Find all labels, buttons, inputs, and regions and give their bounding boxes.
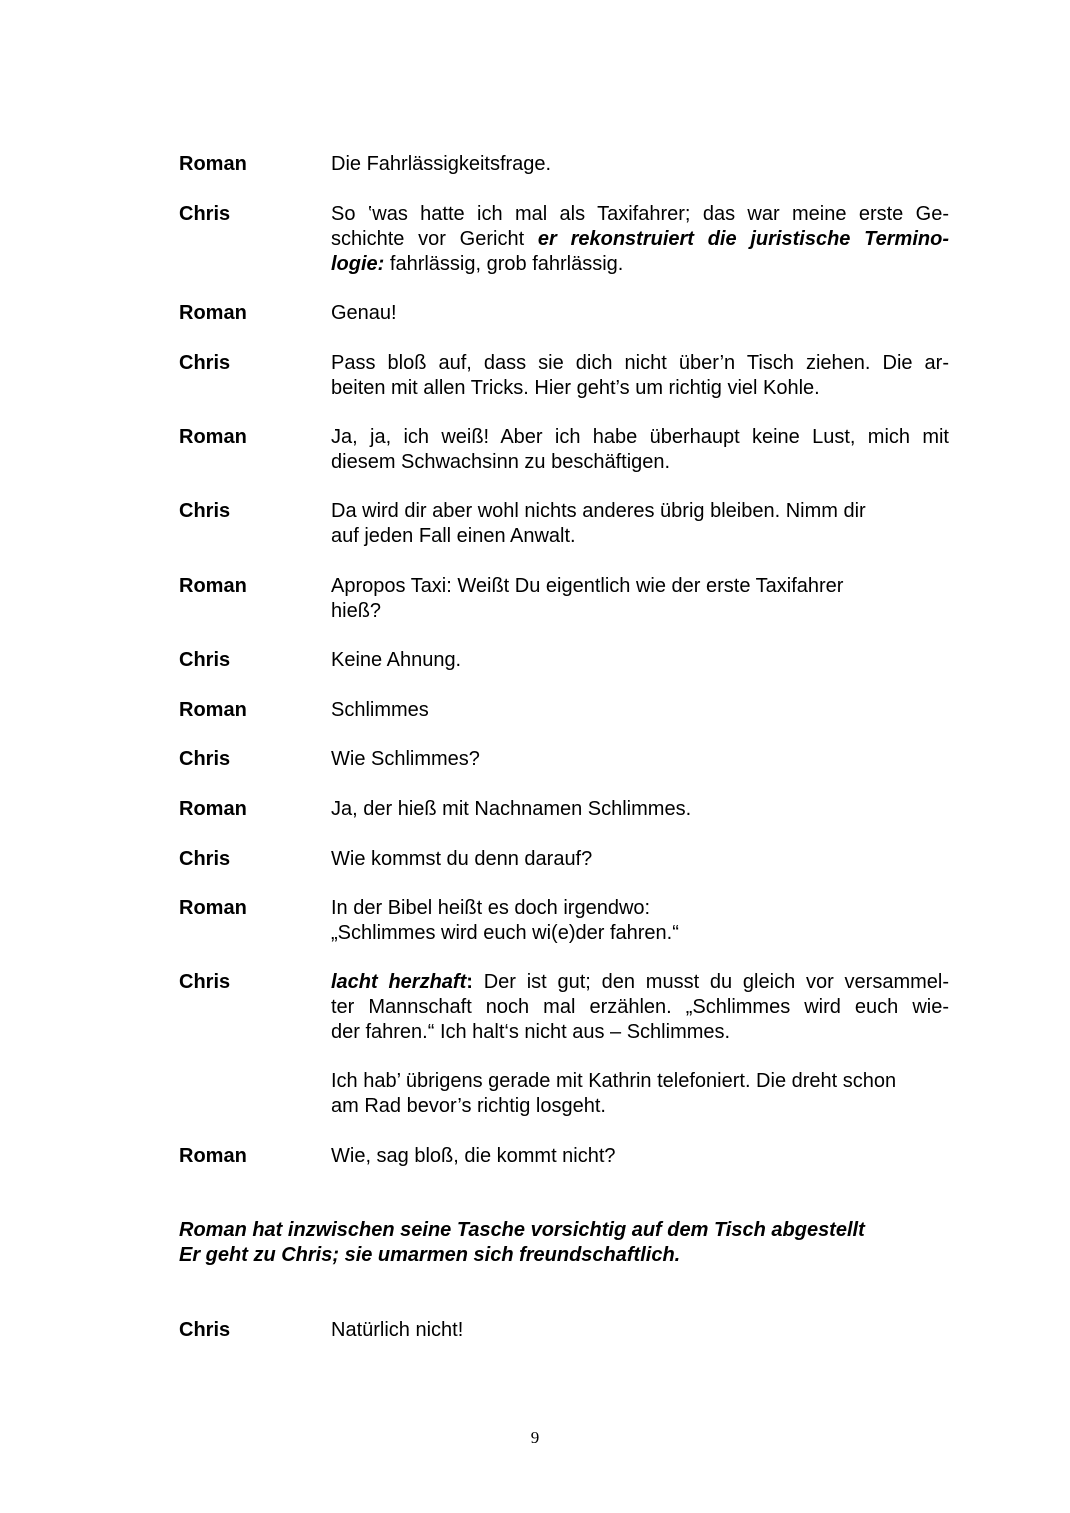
speaker-name: Roman — [179, 575, 247, 597]
stage-note: lacht herzhaft — [331, 971, 467, 993]
text-line: diesem Schwachsinn zu beschäftigen. — [331, 451, 671, 473]
text-line — [331, 970, 949, 995]
text-line: „Schlimmes wird euch wi(e)der fahren.“ — [331, 922, 679, 944]
speaker-name: Roman — [179, 897, 247, 919]
text-segment: So ‛was hatte ich mal als Taxifahrer; das war meine erste Ge- — [331, 203, 949, 225]
text-line: In der Bibel heißt es doch irgendwo: — [331, 897, 651, 919]
dialogue-text: Natürlich nicht! — [331, 1319, 464, 1341]
text-line — [331, 202, 949, 227]
dialogue-text — [331, 202, 949, 277]
speaker-name: Roman — [179, 426, 247, 448]
text-line: Pass bloß auf, dass sie dich nicht über’n Tisch ziehen. Die ar- — [331, 352, 949, 374]
speaker-name: Chris — [179, 352, 231, 374]
speaker-name: Chris — [179, 848, 231, 870]
dialogue-text: Wie, sag bloß, die kommt nicht? — [331, 1145, 616, 1167]
speaker-name: Chris — [179, 1319, 231, 1341]
dialogue-text: Wie kommst du denn darauf? — [331, 848, 593, 870]
text-line: hieß? — [331, 600, 382, 622]
dialogue-text: Wie Schlimmes? — [331, 748, 480, 770]
text-segment: : — [466, 971, 473, 993]
dialogue-text: Genau! — [331, 302, 397, 324]
speaker-name: Chris — [179, 500, 231, 522]
dialogue-text — [331, 896, 949, 946]
dialogue-text: Keine Ahnung. — [331, 649, 462, 671]
text-line: am Rad bevor’s richtig losgeht. — [331, 1095, 606, 1117]
dialogue-text — [331, 574, 949, 624]
dialogue-text — [331, 425, 949, 475]
text-line: ter Mannschaft noch mal erzählen. „Schlimmes wird euch wie- — [331, 996, 949, 1018]
speaker-name: Roman — [179, 798, 247, 820]
stage-note: er rekonstruiert die juristische Termino- — [537, 228, 949, 250]
text-line: auf jeden Fall einen Anwalt. — [331, 525, 576, 547]
dialogue-text: Ja, der hieß mit Nachnamen Schlimmes. — [331, 798, 692, 820]
speaker-name: Roman — [179, 153, 247, 175]
stage-note: logie: — [331, 253, 385, 275]
stage-direction — [179, 1218, 959, 1268]
text-line: Da wird dir aber wohl nichts anderes übrig bleiben. Nimm dir — [331, 500, 866, 522]
dialogue-text — [331, 970, 949, 1045]
speaker-name: Roman — [179, 699, 247, 721]
stage-direction-line: Roman hat inzwischen seine Tasche vorsichtig auf dem Tisch abgestellt — [179, 1219, 865, 1241]
dialogue-text: Schlimmes — [331, 699, 429, 721]
text-segment: Der ist gut; den musst du gleich vor versammel- — [472, 971, 949, 993]
text-segment: schichte vor Gericht — [331, 228, 538, 250]
page-number: 9 — [530, 1428, 540, 1447]
text-line: Ja, ja, ich weiß! Aber ich habe überhaupt keine Lust, mich mit — [331, 426, 949, 448]
text-line: Ich hab’ übrigens gerade mit Kathrin telefoniert. Die dreht schon — [331, 1070, 897, 1092]
stage-direction-line: Er geht zu Chris; sie umarmen sich freundschaftlich. — [179, 1244, 681, 1266]
text-line — [331, 227, 949, 252]
speaker-name: Roman — [179, 302, 247, 324]
text-line: der fahren.“ Ich halt‘s nicht aus – Schlimmes. — [331, 1021, 731, 1043]
speaker-name: Chris — [179, 649, 231, 671]
dialogue-text — [331, 1069, 949, 1119]
speaker-name: Chris — [179, 971, 231, 993]
text-segment: fahrlässig, grob fahrlässig. — [384, 253, 624, 275]
text-line: beiten mit allen Tricks. Hier geht’s um richtig viel Kohle. — [331, 377, 820, 399]
dialogue-text — [331, 351, 949, 401]
speaker-name: Chris — [179, 748, 231, 770]
speaker-name: Chris — [179, 203, 231, 225]
speaker-name: Roman — [179, 1145, 247, 1167]
text-line — [331, 252, 949, 277]
text-line: Apropos Taxi: Weißt Du eigentlich wie der erste Taxifahrer — [331, 575, 844, 597]
dialogue-text: Die Fahrlässigkeitsfrage. — [331, 153, 552, 175]
dialogue-text — [331, 499, 949, 549]
